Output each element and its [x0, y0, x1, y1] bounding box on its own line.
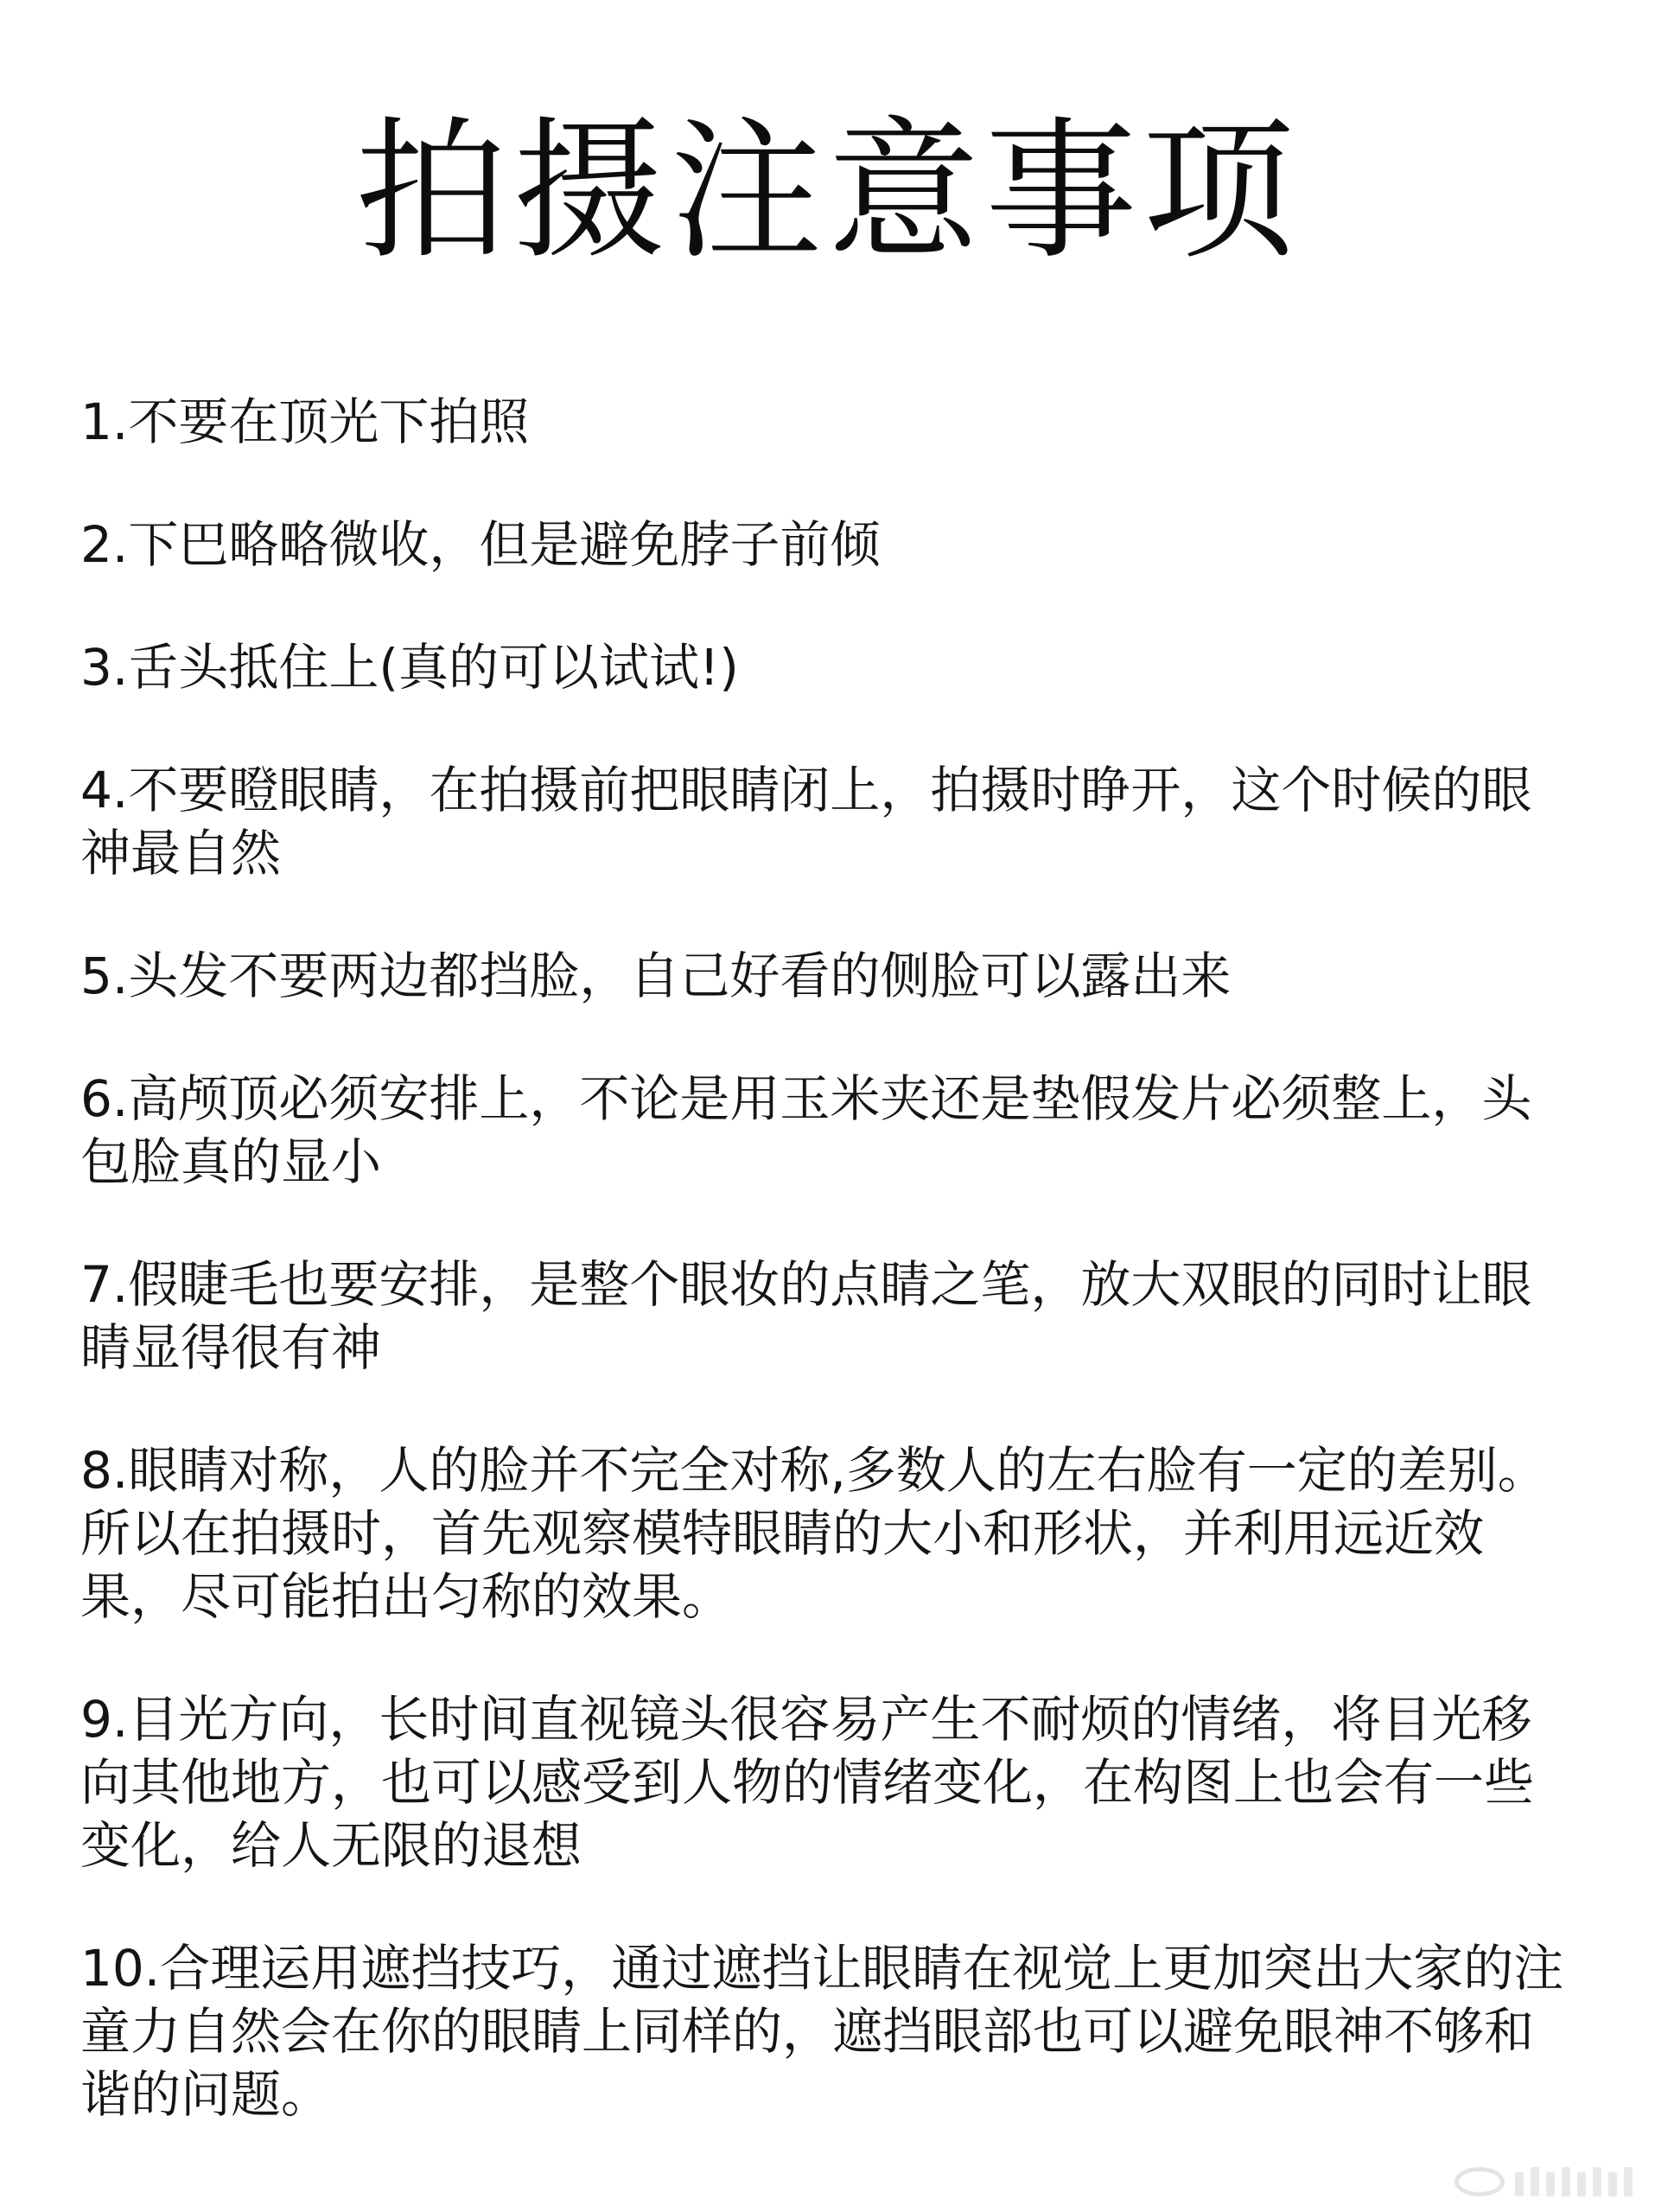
list-item — [80, 636, 1619, 699]
list-item-line: 7.假睫毛也要安排，是整个眼妆的点睛之笔，放大双眼的同时让眼 — [80, 1255, 1532, 1314]
list-item-line: 4.不要瞪眼睛，在拍摄前把眼睛闭上，拍摄时睁开，这个时候的眼 — [80, 761, 1532, 819]
list-item — [80, 1068, 1619, 1194]
list-item — [80, 945, 1619, 1008]
list-item-line: 6.高颅顶必须安排上，不论是用玉米夹还是垫假发片必须整上，头 — [80, 1069, 1532, 1128]
list-item-line: 9.目光方向，长时间直视镜头很容易产生不耐烦的情绪，将目光移 — [80, 1690, 1532, 1749]
list-item — [80, 1688, 1619, 1877]
tips-list — [80, 391, 1619, 2186]
weibo-watermark-icon — [1454, 2167, 1633, 2196]
list-item — [80, 391, 1619, 454]
list-item-line: 果，尽可能拍出匀称的效果。 — [80, 1567, 733, 1626]
list-item-line: 所以在拍摄时，首先观察模特眼睛的大小和形状，并利用远近效 — [80, 1504, 1485, 1563]
list-item-line: 睛显得很有神 — [80, 1318, 382, 1377]
list-item — [80, 1253, 1619, 1380]
list-item-line: 向其他地方，也可以感受到人物的情绪变化，在构图上也会有一些 — [80, 1753, 1535, 1812]
list-item-line: 变化，给人无限的退想 — [80, 1816, 582, 1875]
page-title: 拍摄注意事项 — [355, 103, 1300, 280]
list-item — [80, 1439, 1619, 1629]
list-item-line: 包脸真的显小 — [80, 1132, 382, 1191]
list-item-line: 神最自然 — [80, 824, 282, 883]
list-item-line: 1.不要在顶光下拍照 — [80, 392, 530, 451]
list-item-line: 10.合理运用遮挡技巧，通过遮挡让眼睛在视觉上更加突出大家的注 — [80, 1939, 1564, 1998]
list-item — [80, 1937, 1619, 2126]
list-item-line: 8.眼睛对称，人的脸并不完全对称,多数人的左右脸有一定的差别。 — [80, 1441, 1548, 1500]
list-item — [80, 759, 1619, 885]
list-item-line: 谐的问题。 — [80, 2065, 332, 2124]
watermark-logo-icon — [1454, 2167, 1505, 2196]
list-item-line: 5.头发不要两边都挡脸，自己好看的侧脸可以露出来 — [80, 947, 1232, 1005]
list-item-line: 童力自然会在你的眼睛上同样的，遮挡眼部也可以避免眼神不够和 — [80, 2002, 1535, 2061]
list-item — [80, 513, 1619, 577]
list-item-line: 2.下巴略略微收，但是避免脖子前倾 — [80, 515, 881, 574]
list-item-line: 3.舌头抵住上(真的可以试试!) — [80, 638, 739, 697]
watermark-bars-icon — [1515, 2167, 1633, 2196]
